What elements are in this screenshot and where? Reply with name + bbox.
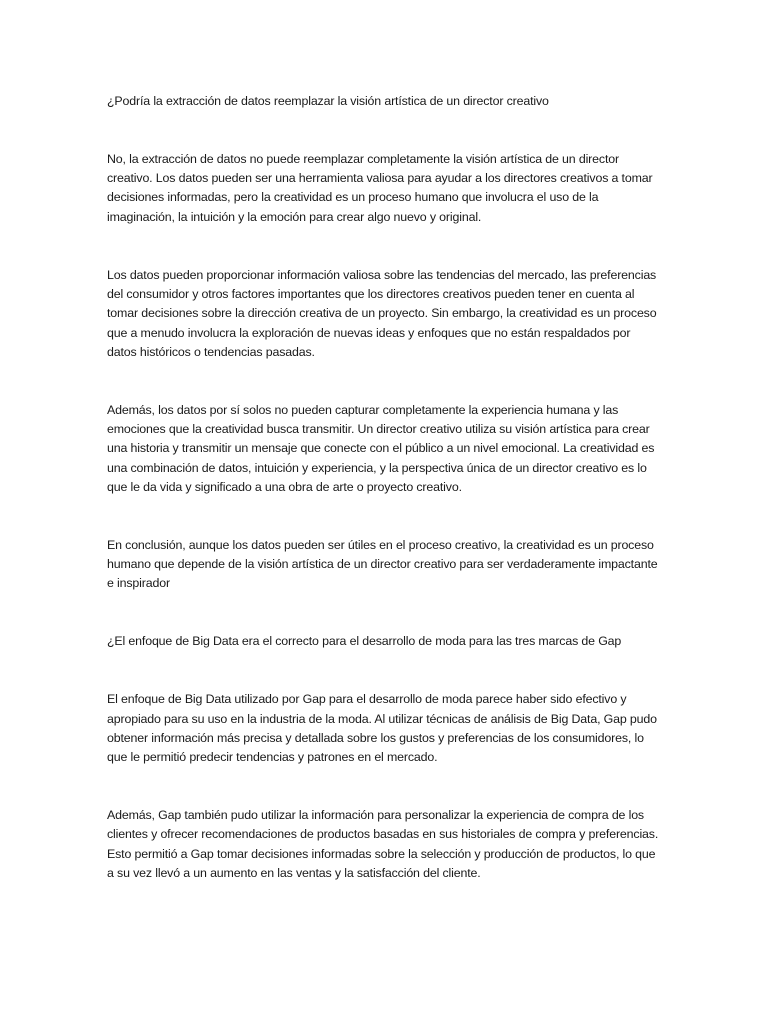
paragraph: En conclusión, aunque los datos pueden ser útiles en el proceso creativo, la creatividad es un proceso humano que depende de la visión artística de un director creativo para ser verdaderamente impactante e inspirador (107, 537, 658, 591)
document-body (107, 92, 663, 883)
paragraph: Además, los datos por sí solos no pueden capturar completamente la experiencia humana y las emociones que la creatividad busca transmitir. Un director creativo utiliza su visión artística para crear una historia y transmitir un mensaje que conecte con el público a un nivel emocional. La creatividad es una combinación de datos, intuición y experiencia, y la perspectiva única de un director creativo es lo que le da vida y significado a una obra de arte o proyecto creativo. (107, 402, 655, 494)
question-heading: ¿Podría la extracción de datos reemplazar la visión artística de un director creativo (107, 94, 549, 108)
paragraph: Además, Gap también pudo utilizar la información para personalizar la experiencia de compra de los clientes y ofrecer recomendaciones de productos basadas en sus historiales de compra y preferencias. Esto permitió a Gap tomar decisiones informadas sobre la selección y producción de productos, lo que a su vez llevó a un aumento en las ventas y la satisfacción del cliente. (107, 807, 659, 880)
paragraph: El enfoque de Big Data utilizado por Gap para el desarrollo de moda parece haber sido efectivo y apropiado para su uso en la industria de la moda. Al utilizar técnicas de análisis de Big Data, Gap pudo obtener información más precisa y detallada sobre los gustos y preferencias de los consumidores, lo que le permitió predecir tendencias y patrones en el mercado. (107, 692, 657, 765)
paragraph: No, la extracción de datos no puede reemplazar completamente la visión artística de un director creativo. Los datos pueden ser una herramienta valiosa para ayudar a los directores creativos a tomar decisiones informadas, pero la creatividad es un proceso humano que involucra el uso de la imaginación, la intuición y la emoción para crear algo nuevo y original. (107, 151, 653, 224)
paragraph: Los datos pueden proporcionar información valiosa sobre las tendencias del mercado, las preferencias del consumidor y otros factores importantes que los directores creativos pueden tener en cuenta al tomar decisiones sobre la dirección creativa de un proyecto. Sin embargo, la creatividad es un proceso que a menudo involucra la exploración de nuevas ideas y enfoques que no están respaldados por datos históricos o tendencias pasadas. (107, 267, 657, 359)
question-heading: ¿El enfoque de Big Data era el correcto para el desarrollo de moda para las tres marcas de Gap (107, 634, 622, 649)
